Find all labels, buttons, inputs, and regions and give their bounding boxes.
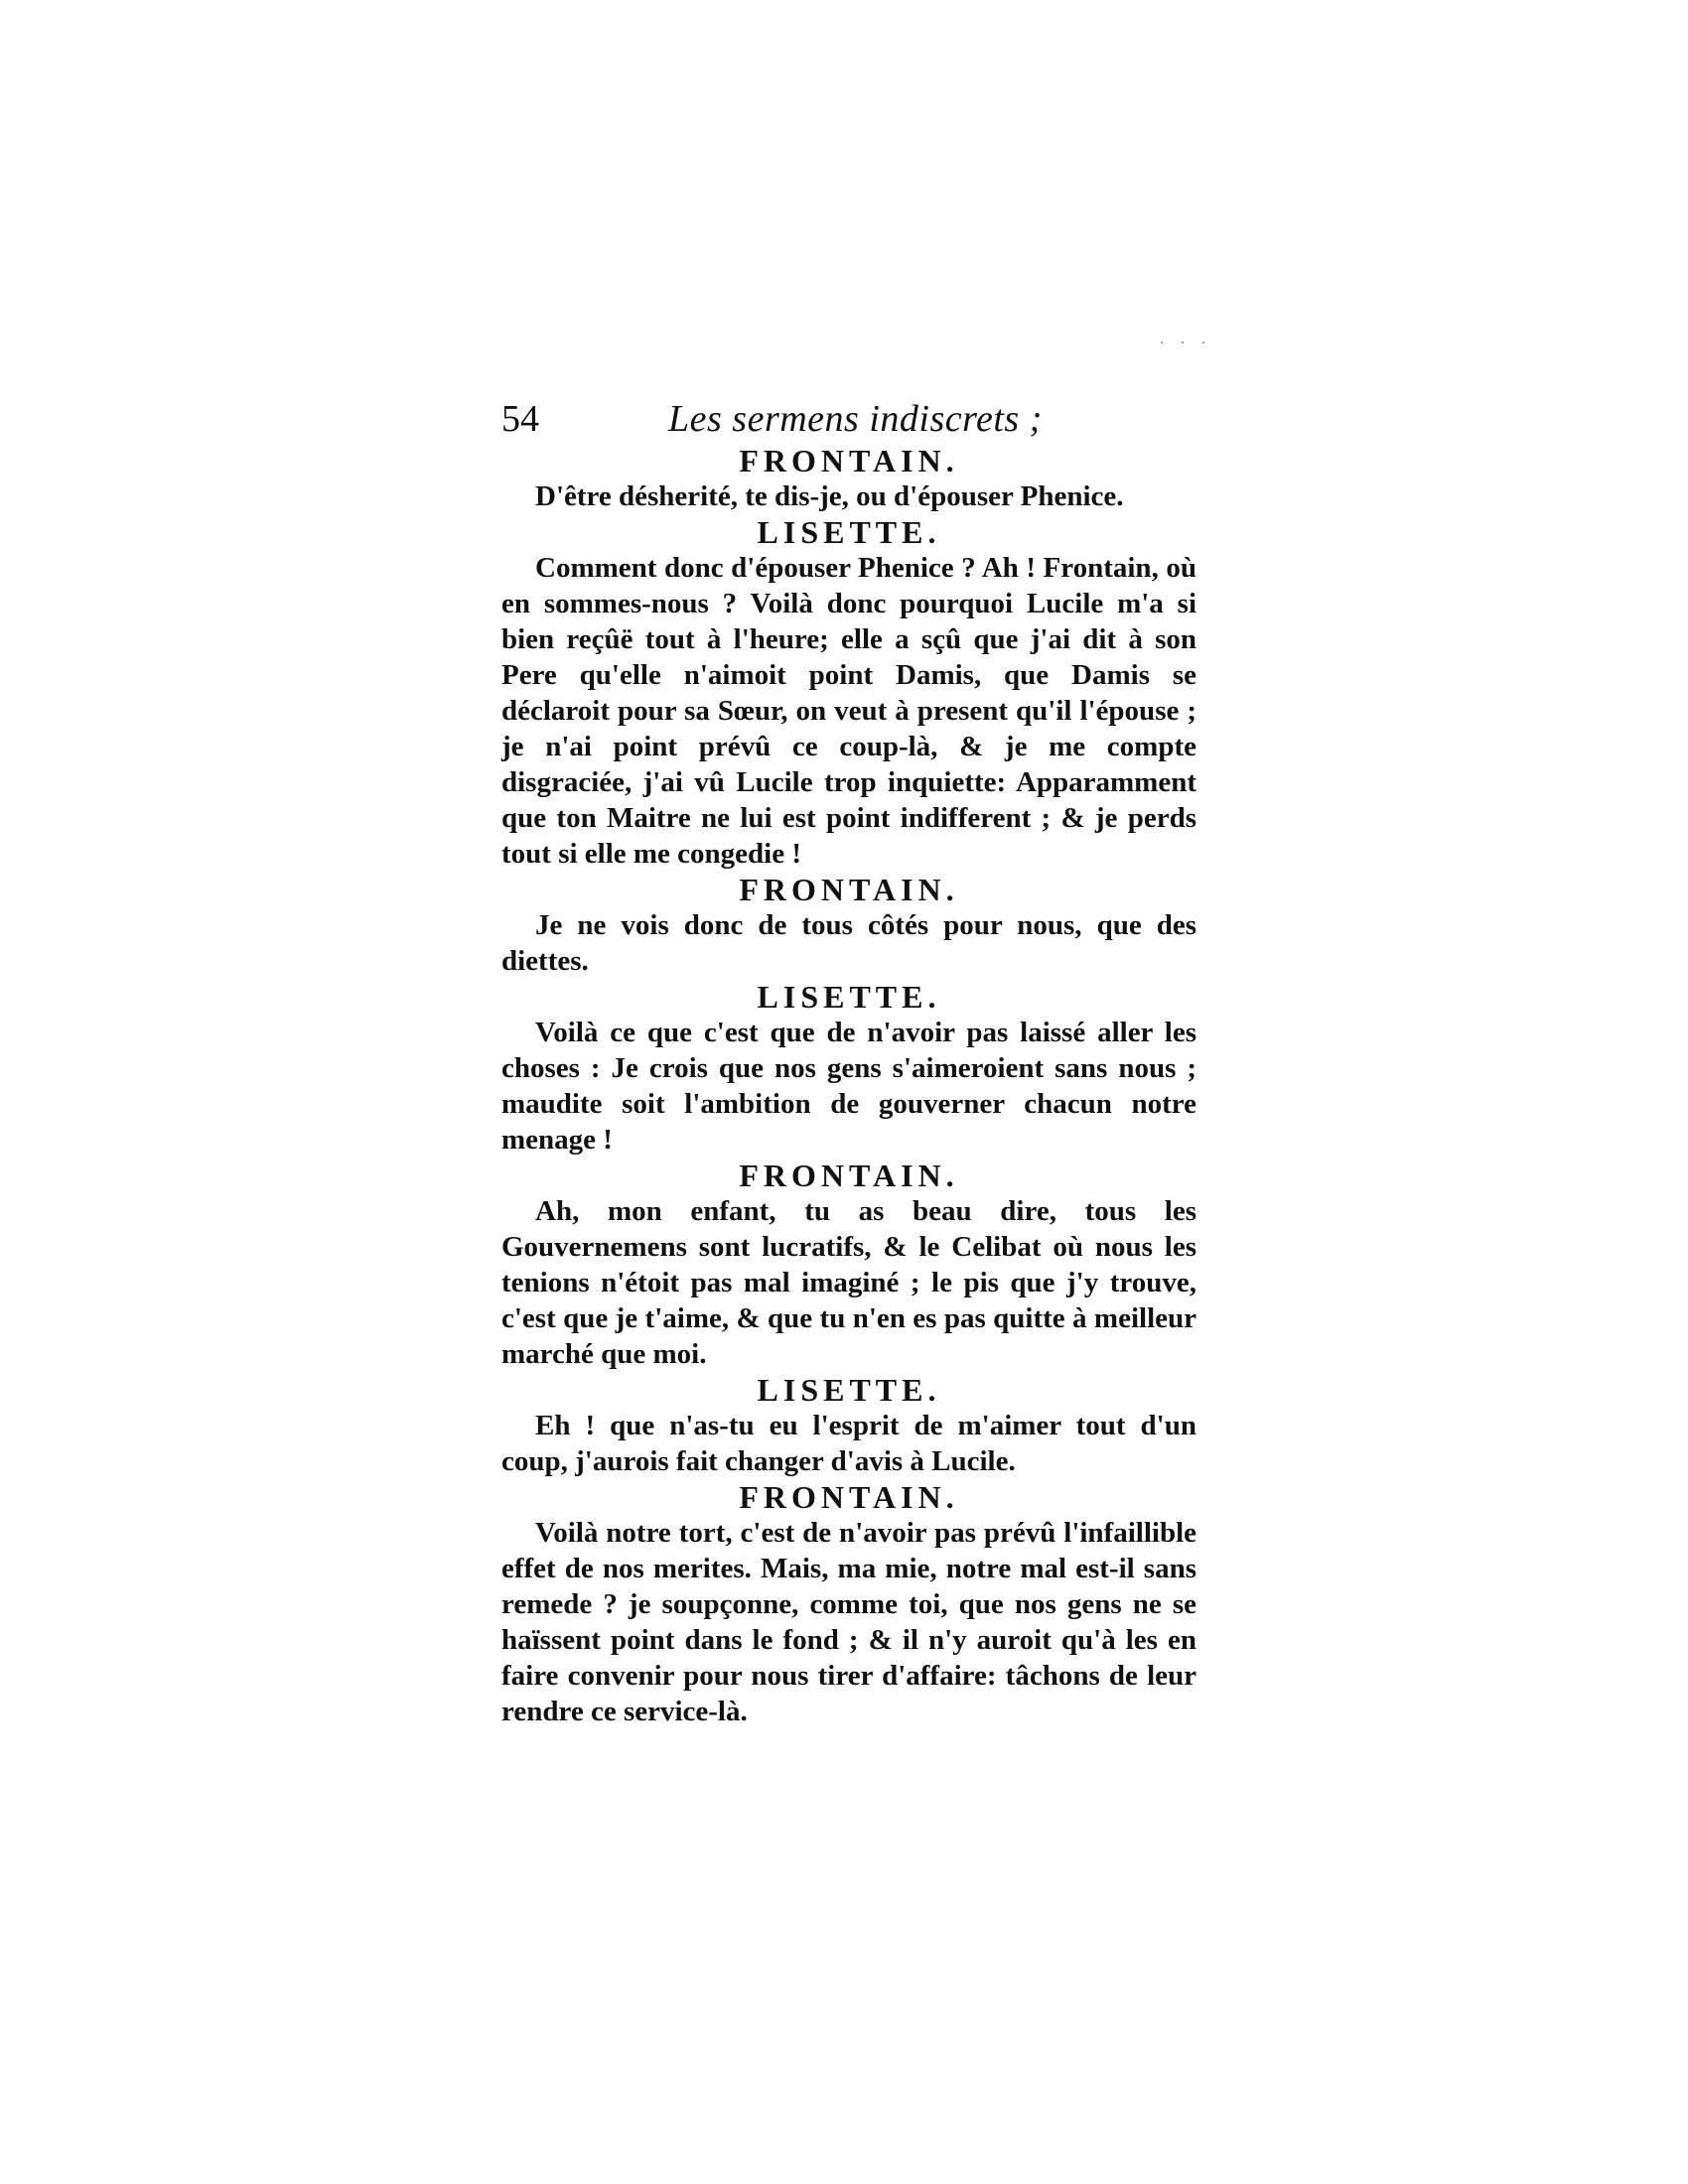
speaker-heading: FRONTAIN. bbox=[739, 443, 959, 478]
speech-paragraph: Voilà notre tort, c'est de n'avoir pas prévû l'infaillible effet de nos merites. Mais, ma mie, notre mal est-il sans remede ? je soupçonne, comme toi, que nos gens ne se haïssent point dans le fond ; & il n'y auroit qu'à les en faire convenir pour nous tirer d'affaire: tâchons de leur rendre ce service-là. bbox=[501, 1517, 1196, 1727]
speech-paragraph: Comment donc d'épouser Phenice ? Ah ! Frontain, où en sommes-nous ? Voilà donc pourquoi Lucile m'a si bien reçûë tout à l'heure; elle a sçû que j'ai dit à son Pere qu'elle n'aimoit point Damis, que Damis se déclaroit pour sa Sœur, on veut à present qu'il l'épouse ; je n'ai point prévû ce coup-là, & je me compte disgraciée, j'ai vû Lucile trop inquiette: Apparamment que ton Maitre ne lui est point indifferent ; & je perds tout si elle me congedie ! bbox=[501, 552, 1196, 870]
page-number: 54 bbox=[501, 398, 539, 440]
speaker-heading: LISETTE. bbox=[757, 979, 941, 1015]
speech-paragraph: D'être désherité, te dis-je, ou d'épouser Phenice. bbox=[535, 480, 1124, 512]
speech-paragraph: Voilà ce que c'est que de n'avoir pas laissé aller les choses : Je crois que nos gens s'aimeroient sans nous ; maudite soit l'ambition de gouverner chacun notre menage ! bbox=[501, 1017, 1196, 1156]
speaker-heading: LISETTE. bbox=[757, 514, 941, 550]
speaker-heading: FRONTAIN. bbox=[739, 1158, 959, 1193]
speaker-heading: FRONTAIN. bbox=[739, 872, 959, 907]
speech-paragraph: Ah, mon enfant, tu as beau dire, tous les Gouvernemens sont lucratifs, & le Celibat où nous les tenions n'étoit pas mal imaginé ; le pis que j'y trouve, c'est que je t'aime, & que tu n'en es pas quitte à meilleur marché que moi. bbox=[501, 1195, 1196, 1370]
running-head bbox=[501, 395, 1196, 443]
speaker-heading: LISETTE. bbox=[757, 1372, 941, 1408]
running-title: Les sermens indiscrets ; bbox=[668, 398, 1043, 440]
text-block bbox=[501, 395, 1196, 1729]
margin-mark: · · · bbox=[1160, 336, 1212, 351]
speech-paragraph: Je ne vois donc de tous côtés pour nous, que des diettes. bbox=[501, 909, 1196, 977]
speaker-heading: FRONTAIN. bbox=[739, 1479, 959, 1515]
speech-paragraph: Eh ! que n'as-tu eu l'esprit de m'aimer tout d'un coup, j'aurois fait changer d'avis à Lucile. bbox=[501, 1410, 1196, 1477]
